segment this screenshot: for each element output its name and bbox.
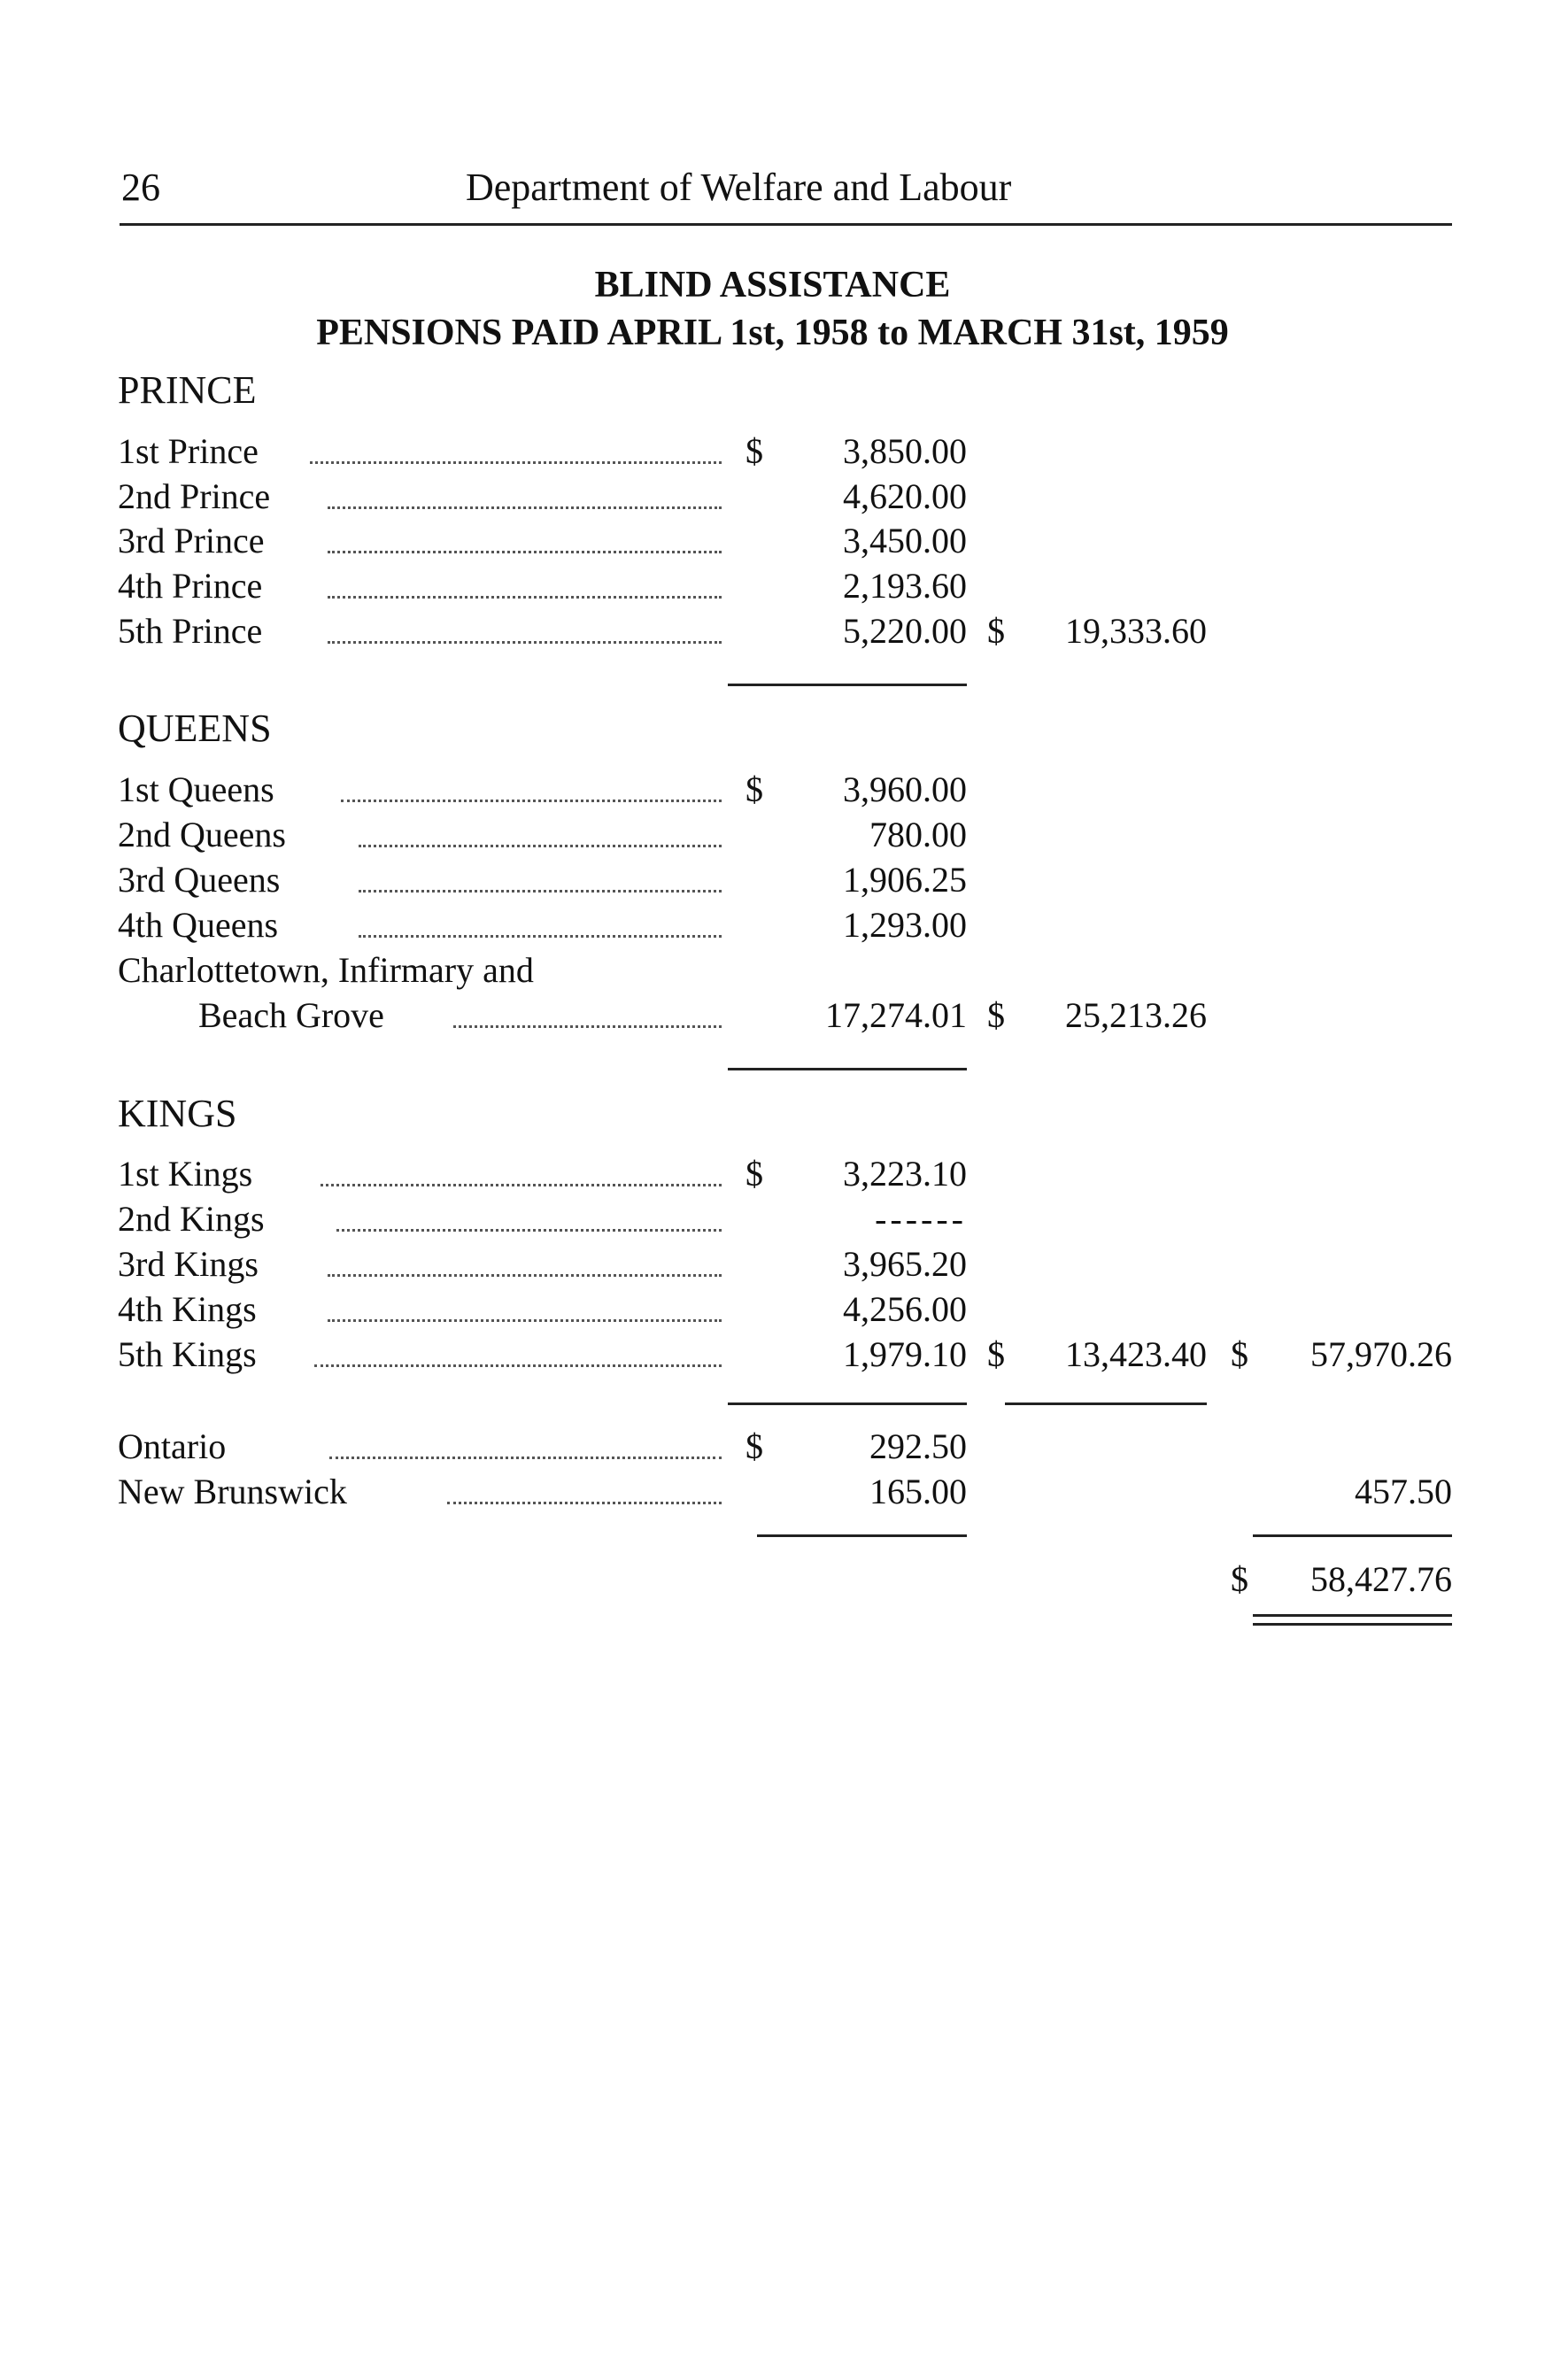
row-label: Beach Grove — [198, 995, 384, 1035]
dollar-sign: $ — [745, 431, 763, 471]
subtotal-rule — [728, 1402, 967, 1405]
section-heading-prince: PRINCE — [118, 368, 257, 412]
row-label: 3rd Prince — [118, 521, 265, 560]
row-label: 1st Prince — [118, 431, 259, 471]
dollar-sign: $ — [1231, 1334, 1248, 1374]
dollar-sign: $ — [745, 769, 763, 809]
dot-leader — [310, 461, 722, 464]
dot-leader — [328, 506, 722, 509]
subtotal-rule — [1253, 1534, 1452, 1537]
amount-cell: 1,293.00 — [843, 905, 967, 945]
dot-leader — [341, 800, 722, 802]
amount-cell: 292.50 — [869, 1426, 967, 1466]
subtotal-rule — [757, 1534, 967, 1537]
amount-cell: 4,620.00 — [843, 476, 967, 516]
row-label: 3rd Kings — [118, 1244, 259, 1284]
amount-cell: 4,256.00 — [843, 1289, 967, 1329]
amount-cell: 1,979.10 — [843, 1334, 967, 1374]
dot-leader — [328, 641, 722, 644]
section-heading-kings: KINGS — [118, 1092, 237, 1135]
amount-cell: 17,274.01 — [825, 995, 967, 1035]
row-label: New Brunswick — [118, 1472, 347, 1511]
row-label: 4th Prince — [118, 566, 263, 606]
dot-leader — [359, 935, 722, 938]
row-label: 5th Prince — [118, 611, 263, 651]
subtotal-outside: 457.50 — [1355, 1472, 1452, 1511]
row-label: 2nd Prince — [118, 476, 271, 516]
amount-cell: 780.00 — [869, 815, 967, 854]
grand-total-double-rule — [1253, 1623, 1452, 1626]
amount-cell: 5,220.00 — [843, 611, 967, 651]
subtotal-rule — [1005, 1402, 1207, 1405]
dot-leader — [328, 551, 722, 553]
amount-cell: ------ — [875, 1199, 967, 1239]
subtotal-queens: 25,213.26 — [1065, 995, 1207, 1035]
row-label: 4th Queens — [118, 905, 279, 945]
dollar-sign: $ — [1231, 1559, 1248, 1599]
amount-cell: 3,960.00 — [843, 769, 967, 809]
row-label: 4th Kings — [118, 1289, 257, 1329]
row-label: Ontario — [118, 1426, 227, 1466]
row-label: 3rd Queens — [118, 860, 281, 900]
grand-total: 58,427.76 — [1310, 1559, 1452, 1599]
running-head: Department of Welfare and Labour — [466, 166, 1012, 209]
amount-cell: 3,965.20 — [843, 1244, 967, 1284]
dot-leader — [321, 1184, 722, 1186]
row-label: Charlottetown, Infirmary and — [118, 950, 534, 990]
dot-leader — [336, 1229, 722, 1232]
dollar-sign: $ — [987, 995, 1005, 1035]
dollar-sign: $ — [987, 611, 1005, 651]
dot-leader — [453, 1025, 722, 1028]
row-label: 2nd Queens — [118, 815, 286, 854]
dot-leader — [314, 1364, 722, 1367]
grand-total-double-rule — [1253, 1614, 1452, 1617]
amount-cell: 1,906.25 — [843, 860, 967, 900]
row-label: 2nd Kings — [118, 1199, 265, 1239]
province-total: 57,970.26 — [1310, 1334, 1452, 1374]
amount-cell: 3,223.10 — [843, 1154, 967, 1194]
row-label: 5th Kings — [118, 1334, 257, 1374]
page-number: 26 — [121, 166, 160, 209]
amount-cell: 2,193.60 — [843, 566, 967, 606]
dot-leader — [359, 890, 722, 892]
dot-leader — [329, 1457, 722, 1459]
report-title: BLIND ASSISTANCE — [594, 265, 951, 305]
row-label: 1st Queens — [118, 769, 274, 809]
subtotal-prince: 19,333.60 — [1065, 611, 1207, 651]
dot-leader — [328, 1319, 722, 1322]
amount-cell: 3,450.00 — [843, 521, 967, 560]
amount-cell: 3,850.00 — [843, 431, 967, 471]
dot-leader — [328, 596, 722, 599]
dot-leader — [447, 1502, 722, 1504]
dollar-sign: $ — [987, 1334, 1005, 1374]
dollar-sign: $ — [745, 1426, 763, 1466]
header-rule — [120, 223, 1452, 226]
dot-leader — [328, 1274, 722, 1277]
subtotal-rule — [728, 684, 967, 686]
subtotal-kings: 13,423.40 — [1065, 1334, 1207, 1374]
dollar-sign: $ — [745, 1154, 763, 1194]
dot-leader — [359, 845, 722, 847]
section-heading-queens: QUEENS — [118, 707, 272, 750]
amount-cell: 165.00 — [869, 1472, 967, 1511]
subtotal-rule — [728, 1068, 967, 1070]
report-subtitle: PENSIONS PAID APRIL 1st, 1958 to MARCH 31st, 1959 — [316, 313, 1229, 353]
row-label: 1st Kings — [118, 1154, 253, 1194]
